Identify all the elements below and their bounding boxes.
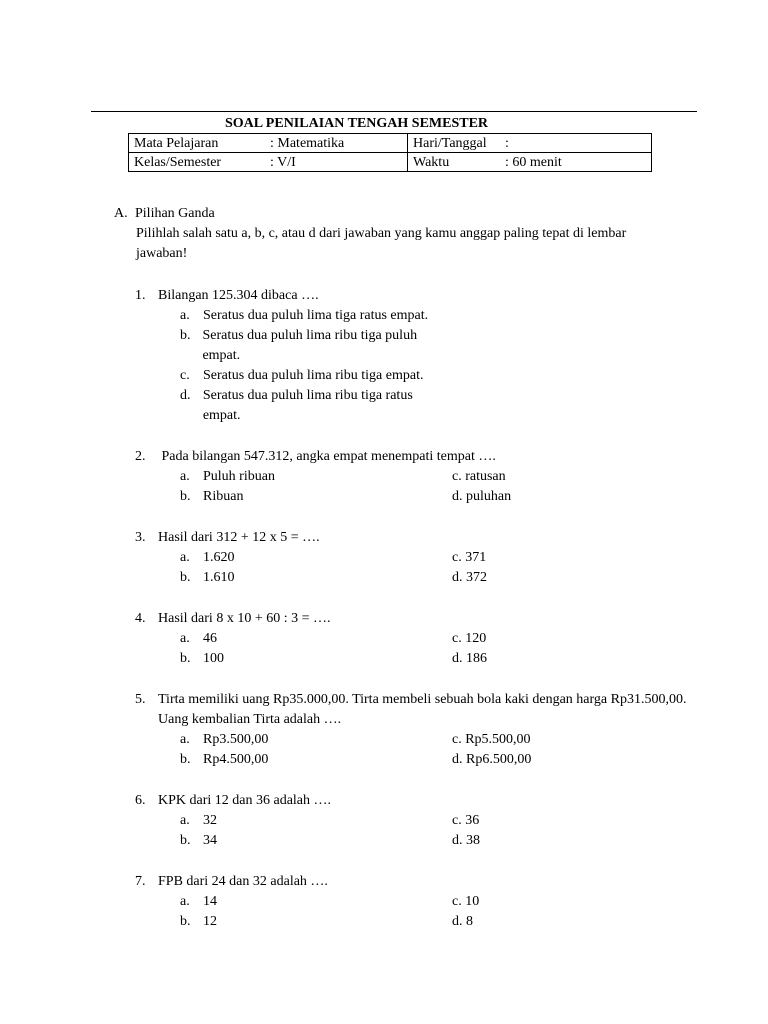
subject-label: Mata Pelajaran <box>134 135 219 151</box>
option-letter: b. <box>180 752 191 767</box>
question-text: FPB dari 24 dan 32 adalah …. <box>158 874 328 889</box>
option-row <box>180 366 695 386</box>
question-number: 2. <box>135 449 146 464</box>
time-value: : 60 menit <box>505 154 562 170</box>
option-letter: b. <box>180 570 191 585</box>
option-row <box>180 892 695 912</box>
option-letter: b. <box>180 651 191 666</box>
option-letter: b. <box>180 328 191 343</box>
option-row <box>180 750 695 770</box>
document-title: SOAL PENILAIAN TENGAH SEMESTER <box>224 116 489 131</box>
exam-info-table <box>128 133 652 172</box>
option-text: Seratus dua puluh lima ribu tiga puluh empat. <box>202 328 418 363</box>
question-text: Hasil dari 312 + 12 x 5 = …. <box>158 530 320 545</box>
option-text: 34 <box>203 833 217 848</box>
question-item <box>135 447 695 507</box>
option-right-text: d. 372 <box>452 570 487 585</box>
option-right-text: c. Rp5.500,00 <box>452 732 531 747</box>
option-row <box>180 730 695 750</box>
question-text: Tirta memiliki uang Rp35.000,00. Tirta membeli sebuah bola kaki dengan harga Rp31.500,00. Uang kembalian Tirta adalah …. <box>158 692 690 727</box>
answer-options <box>135 730 695 770</box>
option-letter: b. <box>180 914 191 929</box>
question-item <box>135 286 695 426</box>
question-number: 5. <box>135 692 146 707</box>
question-text: Hasil dari 8 x 10 + 60 : 3 = …. <box>158 611 331 626</box>
question-text: Bilangan 125.304 dibaca …. <box>158 288 319 303</box>
question-item <box>135 690 695 770</box>
question-number: 4. <box>135 611 146 626</box>
section-instruction: Pilihlah salah satu a, b, c, atau d dari jawaban yang kamu anggap paling tepat di lembar jawaban! <box>136 226 627 261</box>
option-letter: a. <box>180 550 190 565</box>
option-row <box>180 306 695 326</box>
option-text: 1.620 <box>203 550 235 565</box>
header-rule <box>91 111 697 112</box>
option-right-text: c. 371 <box>452 550 487 565</box>
option-right-text: d. 8 <box>452 914 473 929</box>
option-letter: a. <box>180 308 190 323</box>
option-text: Rp3.500,00 <box>203 732 269 747</box>
section-letter: A. <box>114 206 128 221</box>
option-text: Seratus dua puluh lima tiga ratus empat. <box>203 308 429 323</box>
question-number: 6. <box>135 793 146 808</box>
option-row <box>180 811 695 831</box>
option-letter: b. <box>180 833 191 848</box>
option-right-text: d. 186 <box>452 651 487 666</box>
class-cell <box>129 153 408 172</box>
option-letter: d. <box>180 388 191 403</box>
day-label: Hari/Tanggal <box>413 135 487 151</box>
day-value: : <box>505 135 509 151</box>
option-text: 100 <box>203 651 224 666</box>
option-text: Rp4.500,00 <box>203 752 269 767</box>
class-label: Kelas/Semester <box>134 154 222 170</box>
question-item <box>135 791 695 851</box>
option-text: 12 <box>203 914 217 929</box>
info-row <box>129 134 652 153</box>
question-number: 1. <box>135 288 146 303</box>
option-right-text: c. 120 <box>452 631 487 646</box>
subject-cell <box>129 134 408 153</box>
option-text: Ribuan <box>203 489 244 504</box>
option-row <box>180 487 695 507</box>
time-cell <box>408 153 652 172</box>
question-item <box>135 528 695 588</box>
class-value: : V/I <box>270 154 296 170</box>
day-cell <box>408 134 652 153</box>
option-text: 46 <box>203 631 217 646</box>
option-row <box>180 467 695 487</box>
option-text: 14 <box>203 894 217 909</box>
answer-options <box>135 467 695 507</box>
subject-value: : Matematika <box>270 135 345 151</box>
option-right-text: c. ratusan <box>452 469 506 484</box>
option-row <box>180 649 695 669</box>
option-letter: a. <box>180 631 190 646</box>
option-row <box>180 831 695 851</box>
question-item <box>135 872 695 932</box>
option-row <box>180 629 695 649</box>
question-item <box>135 609 695 669</box>
option-text: 32 <box>203 813 217 828</box>
question-text: KPK dari 12 dan 36 adalah …. <box>158 793 332 808</box>
answer-options <box>135 306 695 426</box>
option-letter: a. <box>180 813 190 828</box>
info-row <box>129 153 652 172</box>
option-letter: a. <box>180 894 190 909</box>
answer-options <box>135 548 695 588</box>
answer-options <box>135 892 695 932</box>
option-letter: a. <box>180 469 190 484</box>
option-letter: a. <box>180 732 190 747</box>
option-row <box>180 326 695 366</box>
answer-options <box>135 629 695 669</box>
option-right-text: c. 10 <box>452 894 480 909</box>
option-text: Seratus dua puluh lima ribu tiga ratus empat. <box>202 388 413 423</box>
question-list <box>135 286 695 953</box>
option-text: Puluh ribuan <box>203 469 275 484</box>
option-letter: c. <box>180 368 190 383</box>
option-right-text: d. puluhan <box>452 489 512 504</box>
time-label: Waktu <box>413 154 450 170</box>
answer-options <box>135 811 695 851</box>
question-text: Pada bilangan 547.312, angka empat menempati tempat …. <box>158 449 496 464</box>
option-row <box>180 386 695 426</box>
option-row <box>180 912 695 932</box>
option-row <box>180 568 695 588</box>
option-right-text: d. Rp6.500,00 <box>452 752 532 767</box>
section-heading <box>114 204 674 224</box>
question-number: 3. <box>135 530 146 545</box>
option-text: Seratus dua puluh lima ribu tiga empat. <box>203 368 424 383</box>
option-row <box>180 548 695 568</box>
option-right-text: d. 38 <box>452 833 480 848</box>
section-title: Pilihan Ganda <box>135 206 215 221</box>
option-letter: b. <box>180 489 191 504</box>
option-text: 1.610 <box>203 570 235 585</box>
question-number: 7. <box>135 874 146 889</box>
option-right-text: c. 36 <box>452 813 480 828</box>
